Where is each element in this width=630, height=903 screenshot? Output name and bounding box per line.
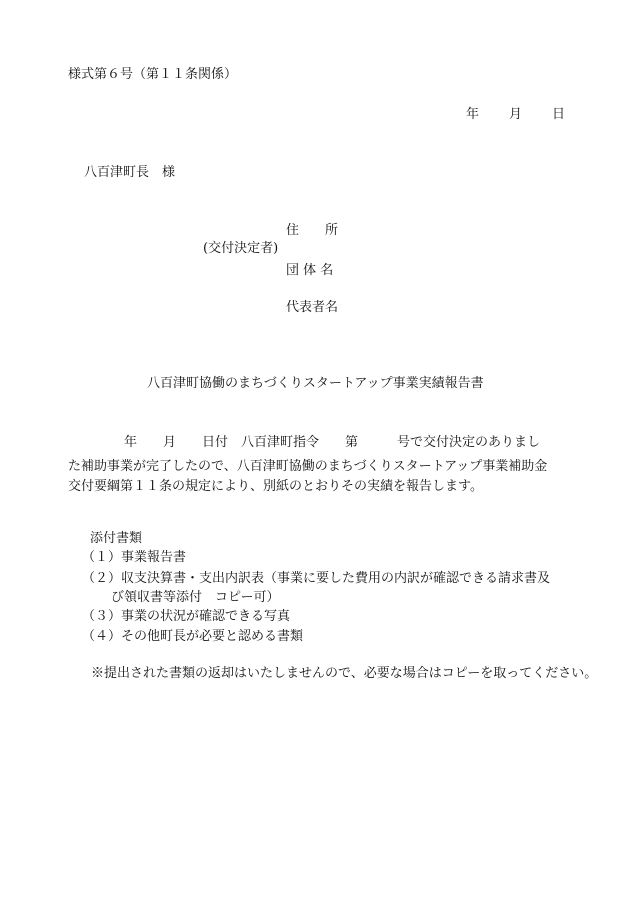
- body-line-3: 交付要綱第１１条の規定により、別紙のとおりその実績を報告します。: [68, 479, 483, 494]
- return-notice: ※提出された書類の返却はいたしませんので、必要な場合はコピーを取ってください。: [91, 666, 598, 681]
- addressee: 八百津町長 様: [84, 165, 176, 180]
- form-number: 様式第６号（第１１条関係）: [68, 67, 238, 82]
- grantee-label: (交付決定者): [203, 241, 279, 256]
- date-month-label: 月: [509, 107, 523, 122]
- attachment-item-2-continued: び領収書等添付 コピー可）: [111, 590, 280, 605]
- attachment-item-1: （１）事業報告書: [82, 550, 187, 565]
- body-line-1: 年 月 日付 八百津町指令 第 号で交付決定のありまし: [124, 435, 541, 450]
- report-title: 八百津町協働のまちづくりスタートアップ事業実績報告書: [147, 376, 484, 391]
- date-day-label: 日: [552, 107, 566, 122]
- body-line-2: た補助事業が完了したので、八百津町協働のまちづくりスタートアップ事業補助金: [68, 459, 548, 474]
- attachment-item-4: （４）その他町長が必要と認める書類: [82, 629, 304, 644]
- date-line: [466, 108, 565, 121]
- attachments-heading: 添付書類: [90, 531, 143, 546]
- date-year-label: 年: [466, 107, 480, 122]
- representative-label: 代表者名: [286, 300, 339, 315]
- address-label: 住 所: [286, 223, 339, 238]
- attachment-item-2: （２）収支決算書・支出内訳表（事業に要した費用の内訳が確認できる請求書及: [82, 571, 551, 586]
- attachment-item-3: （３）事業の状況が確認できる写真: [82, 609, 291, 624]
- organization-label: 団 体 名: [286, 263, 334, 278]
